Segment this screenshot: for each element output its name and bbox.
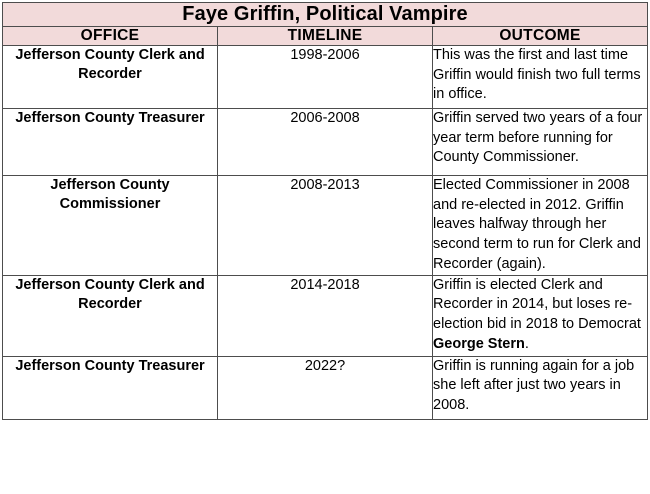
table-row [3,109,648,176]
cell-office: Jefferson County Treasurer [3,109,218,176]
cell-timeline: 1998-2006 [218,46,433,109]
cell-office: Jefferson County Treasurer [3,356,218,419]
political-history-table [2,2,648,420]
table-row [3,356,648,419]
outcome-text: Elected Commissioner in 2008 and re-elected in 2012. Griffin leaves halfway through her second term to run for Clerk and Recorder (again). [433,177,641,272]
outcome-text-tail: . [524,335,529,352]
table-row [3,176,648,276]
cell-office: Jefferson County Commissioner [3,176,218,276]
cell-outcome [433,275,648,356]
table-row [3,46,648,109]
cell-outcome [433,46,648,109]
outcome-text: Griffin served two years of a four year term before running for County Commissioner. [433,110,643,166]
cell-office: Jefferson County Clerk and Recorder [3,46,218,109]
cell-timeline: 2022? [218,356,433,419]
column-header-outcome: OUTCOME [433,27,648,46]
cell-timeline: 2014-2018 [218,275,433,356]
table-row [3,275,648,356]
table-title: Faye Griffin, Political Vampire [3,3,648,27]
table-header-row [3,27,648,46]
table-title-row [3,3,648,27]
column-header-timeline: TIMELINE [218,27,433,46]
outcome-emphasis: George Stern [433,335,525,352]
cell-timeline: 2008-2013 [218,176,433,276]
cell-outcome [433,176,648,276]
outcome-text: Griffin is elected Clerk and Recorder in 2014, but loses re-election bid in 2018 to Democrat [433,276,641,333]
cell-office: Jefferson County Clerk and Recorder [3,275,218,356]
cell-timeline: 2006-2008 [218,109,433,176]
cell-outcome [433,356,648,419]
outcome-text: Griffin is running again for a job she left after just two years in 2008. [433,357,635,414]
column-header-office: OFFICE [3,27,218,46]
cell-outcome [433,109,648,176]
outcome-text: This was the first and last time Griffin would finish two full terms in office. [433,47,641,103]
